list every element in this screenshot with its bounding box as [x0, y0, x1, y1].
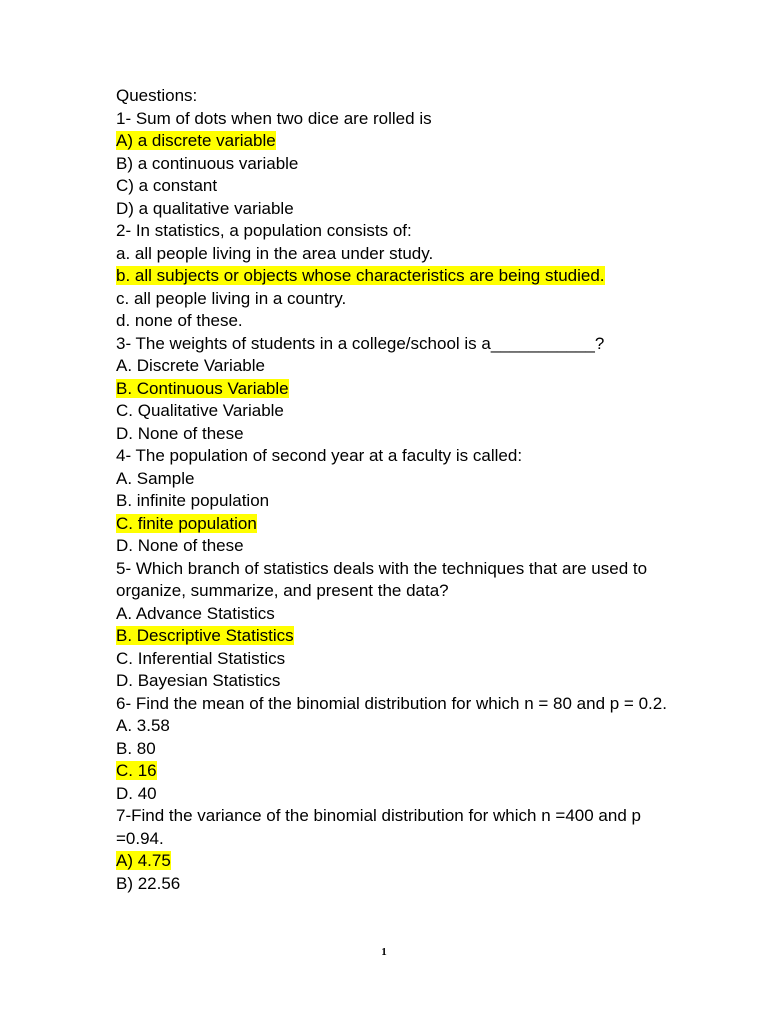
question-5-option-a: A. Advance Statistics: [116, 603, 275, 623]
question-6-option-a: A. 3.58: [116, 716, 170, 735]
question-6-option-c: [116, 760, 676, 783]
question-6-stem: 6- Find the mean of the binomial distribution for which n = 80 and p = 0.2.: [116, 693, 667, 713]
page-number: 1: [381, 946, 387, 958]
question-2-option-a: a. all people living in the area under study.: [116, 243, 434, 263]
question-4-option-d: D. None of these: [116, 536, 244, 555]
answer-highlight: A) a discrete variable: [116, 131, 276, 150]
question-4-option-c: [116, 513, 676, 536]
question-2-stem: 2- In statistics, a population consists of:: [116, 221, 412, 240]
question-7-stem: 7-Find the variance of the binomial distribution for which n =400 and p =0.94.: [116, 806, 646, 848]
question-5-option-d: D. Bayesian Statistics: [116, 671, 281, 690]
question-1-option-b: B) a continuous variable: [116, 153, 299, 173]
answer-highlight: C. finite population: [116, 513, 257, 533]
answer-highlight: b. all subjects or objects whose characteristics are being studied.: [116, 266, 605, 285]
question-3-stem: 3- The weights of students in a college/school is a___________?: [116, 333, 605, 353]
question-1-option-d: D) a qualitative variable: [116, 198, 294, 218]
question-1-option-a: [116, 130, 676, 153]
question-2-option-d: d. none of these.: [116, 311, 243, 330]
question-7-option-b: B) 22.56: [116, 873, 181, 893]
question-6-option-b: B. 80: [116, 738, 156, 758]
answer-highlight: B. Continuous Variable: [116, 378, 289, 398]
answer-highlight: B. Descriptive Statistics: [116, 626, 294, 645]
question-3-option-a: A. Discrete Variable: [116, 356, 265, 375]
question-1-stem: 1- Sum of dots when two dice are rolled is: [116, 108, 432, 128]
question-5-option-b: [116, 625, 676, 648]
question-2-option-c: c. all people living in a country.: [116, 288, 347, 308]
question-3-option-b: [116, 378, 676, 401]
question-6-option-d: D. 40: [116, 783, 157, 803]
question-7-option-a: [116, 850, 676, 873]
question-content: [116, 85, 676, 895]
question-3-option-c: C. Qualitative Variable: [116, 401, 284, 420]
questions-header: Questions:: [116, 86, 198, 105]
question-4-option-b: B. infinite population: [116, 491, 270, 510]
question-2-option-b: [116, 265, 676, 288]
question-5-stem: 5- Which branch of statistics deals with the techniques that are used to organize, summarize, and present the data?: [116, 558, 652, 600]
question-4-stem: 4- The population of second year at a faculty is called:: [116, 446, 523, 465]
answer-highlight: A) 4.75: [116, 851, 171, 870]
answer-highlight: C. 16: [116, 761, 157, 780]
question-4-option-a: A. Sample: [116, 468, 195, 488]
question-3-option-d: D. None of these: [116, 423, 244, 443]
question-1-option-c: C) a constant: [116, 176, 218, 195]
question-5-option-c: C. Inferential Statistics: [116, 648, 286, 668]
